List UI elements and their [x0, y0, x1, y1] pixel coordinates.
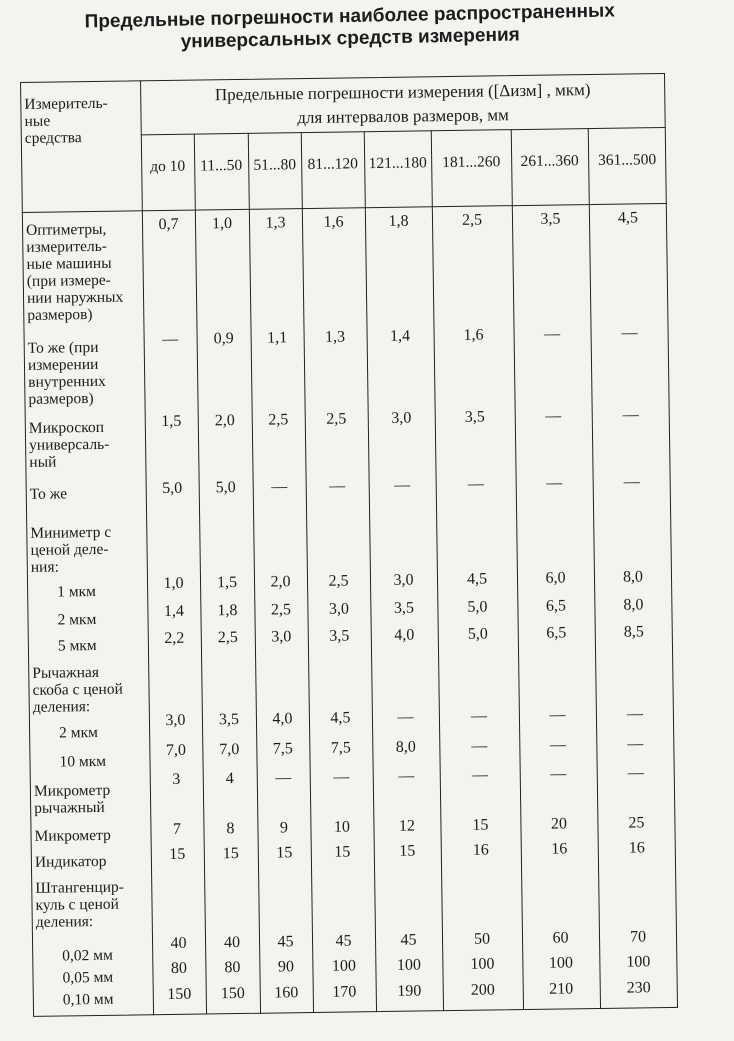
- table-cell: 100: [331, 957, 357, 975]
- table-cell: 16: [551, 840, 568, 858]
- table-cell: 9: [279, 819, 289, 837]
- row-label: 5 мкм: [57, 636, 97, 655]
- table-cell: 7,0: [219, 741, 240, 759]
- table-cell: —: [394, 476, 411, 494]
- table-cell: —: [271, 478, 288, 496]
- table-cell: 2,5: [328, 572, 349, 590]
- column-header: 181...260: [442, 153, 501, 172]
- row-label: 2 мкм: [59, 723, 99, 742]
- table-cell: 170: [332, 983, 357, 1001]
- table-cell: —: [467, 475, 484, 493]
- table-cell: 230: [626, 979, 651, 997]
- row-label: 1 мкм: [57, 582, 97, 601]
- table-cell: —: [162, 330, 179, 349]
- table-cell: 1,0: [211, 215, 233, 233]
- table-cell: 6,5: [546, 624, 567, 642]
- table-cell: 5,0: [467, 625, 488, 643]
- table-cell: 160: [274, 984, 299, 1002]
- row-label: Миниметр с ценой деле- ния:: [30, 523, 112, 576]
- table-cell: —: [275, 769, 292, 787]
- table-cell: 4,0: [394, 626, 415, 644]
- table-cell: 60: [552, 929, 569, 947]
- row-label: 0,05 мм: [62, 968, 114, 987]
- header-group-line-2: для интервалов размеров, мм: [297, 105, 509, 128]
- table-cell: 2,5: [326, 410, 347, 428]
- table-cell: 50: [473, 930, 491, 948]
- table-cell: 3,0: [165, 711, 186, 730]
- table-cell: —: [627, 764, 644, 782]
- table-cell: 25: [628, 814, 645, 832]
- table-cell: 8: [226, 820, 235, 838]
- table-cell: 100: [626, 953, 651, 971]
- column-header: 361...500: [597, 151, 657, 169]
- table-cell: 1,5: [216, 574, 238, 592]
- table-cell: 15: [276, 844, 293, 862]
- table-cell: 1,3: [265, 214, 286, 232]
- title-line-1: Предельные погрешности наиболее распространенных: [84, 0, 616, 33]
- table-cell: 15: [399, 842, 416, 860]
- table-cell: 1,4: [163, 602, 185, 621]
- table-cell: 1,5: [161, 412, 182, 431]
- header-instruments: Измеритель- ные средства: [24, 94, 108, 147]
- table-cell: 150: [220, 984, 245, 1003]
- table-cell: —: [549, 706, 566, 724]
- table-cell: 4: [225, 770, 234, 788]
- column-header: до 10: [150, 157, 186, 176]
- table-cell: 40: [170, 934, 187, 952]
- table-cell: —: [626, 705, 644, 723]
- table-cell: 1,3: [325, 328, 346, 346]
- table-cell: —: [549, 736, 566, 754]
- table-cell: —: [398, 767, 415, 785]
- table-cell: 8,0: [622, 568, 644, 586]
- table-cell: 1,4: [389, 327, 411, 345]
- table-cell: 5,0: [467, 598, 488, 616]
- table-cell: 2,0: [214, 412, 235, 430]
- table-cell: 16: [472, 841, 489, 859]
- table-cell: 2,2: [164, 629, 185, 648]
- table-cell: 45: [335, 932, 352, 950]
- row-label: Микрометр: [34, 826, 111, 845]
- column-header: 11...50: [200, 156, 243, 175]
- column-header: 261...360: [520, 152, 579, 171]
- row-label: Индикатор: [34, 852, 107, 871]
- table-cell: 45: [400, 931, 417, 949]
- row-label: 0,10 мм: [62, 990, 114, 1009]
- table-cell: 3,5: [329, 627, 350, 645]
- row-label: Оптиметры, измеритель- ные машины (при измере- нии наружных размеров): [25, 220, 124, 324]
- row-label: Штангенцир- куль с ценой деления:: [35, 878, 125, 931]
- table-cell: 4,5: [330, 709, 351, 727]
- table-cell: 3,5: [540, 210, 561, 228]
- row-label: 2 мкм: [57, 610, 97, 629]
- table-cell: 10: [333, 818, 351, 836]
- table-cell: —: [333, 768, 350, 786]
- table-cell: 7,5: [272, 740, 293, 758]
- row-label: Микрометр рычажный: [33, 781, 111, 817]
- table-cell: 1,6: [323, 213, 344, 231]
- table-cell: —: [621, 324, 638, 342]
- table-cell: 100: [396, 956, 422, 974]
- table-cell: 15: [472, 816, 489, 834]
- title-line-2: универсальных средств измерения: [180, 24, 520, 53]
- table-cell: 2,5: [270, 601, 292, 619]
- table-cell: —: [471, 766, 488, 784]
- table-cell: 5,0: [215, 479, 236, 497]
- table-cell: 7,0: [165, 741, 186, 760]
- table-cell: 2,5: [461, 211, 483, 229]
- table-cell: 3: [172, 770, 181, 788]
- table-cell: 2,5: [217, 629, 238, 647]
- table-cell: 4,5: [617, 209, 639, 227]
- table-cell: —: [546, 474, 563, 492]
- table-cell: 3,0: [328, 600, 350, 618]
- table-cell: —: [550, 765, 567, 783]
- row-label: То же (при измерении внутренних размеров): [27, 338, 106, 408]
- table-cell: 3,0: [271, 628, 292, 646]
- table-cell: 210: [549, 980, 574, 998]
- table-cell: 0,9: [213, 330, 234, 348]
- table-cell: 200: [470, 981, 495, 999]
- table-cell: 0,7: [158, 215, 179, 234]
- table-cell: —: [622, 406, 639, 424]
- table-cell: 3,0: [393, 571, 414, 589]
- table-cell: 100: [470, 955, 495, 973]
- table-cell: —: [397, 708, 414, 726]
- table-cell: 3,5: [218, 711, 240, 729]
- row-label: 0,02 мм: [62, 946, 113, 965]
- table-cell: 15: [169, 845, 186, 863]
- table-cell: 6,0: [545, 569, 566, 587]
- table-cell: —: [470, 707, 488, 725]
- table-cell: —: [471, 737, 488, 755]
- table-cell: 1,8: [217, 602, 238, 620]
- table-cell: —: [545, 407, 562, 425]
- table-cell: 12: [398, 817, 416, 835]
- table-cell: 1,6: [463, 326, 484, 344]
- table-cell: 16: [628, 839, 645, 857]
- table-cell: 7,5: [330, 739, 351, 757]
- table-cell: 3,0: [391, 409, 412, 427]
- table-cell: 1,8: [388, 212, 409, 230]
- header-group-line-1: Предельные погрешности измерения ([Δизм] , мкм): [214, 80, 591, 105]
- table-cell: 3,5: [393, 599, 415, 617]
- row-label: То же: [29, 485, 68, 503]
- table-cell: 45: [277, 933, 294, 951]
- table-cell: 80: [170, 959, 188, 977]
- row-label: Рычажная скоба с ценой деления:: [32, 663, 123, 716]
- column-header: 51...80: [253, 156, 297, 174]
- table-cell: —: [329, 477, 346, 495]
- table-cell: 1,0: [163, 574, 184, 593]
- row-label: 10 мкм: [59, 752, 107, 771]
- table-cell: 7: [172, 820, 182, 838]
- table-cell: —: [627, 735, 644, 753]
- column-header: 121...180: [368, 154, 427, 173]
- table-cell: 15: [334, 843, 351, 861]
- table-cell: 100: [548, 954, 573, 972]
- table-cell: 80: [224, 959, 241, 977]
- table-cell: 6,5: [545, 597, 567, 615]
- table-title: [60, 0, 641, 56]
- row-label: Микроскоп универсаль- ный: [28, 418, 110, 471]
- table-cell: 2,5: [268, 411, 289, 429]
- table-cell: 190: [397, 982, 422, 1000]
- table-cell: 90: [277, 958, 295, 976]
- table-cell: —: [623, 473, 640, 491]
- table-cell: 4,5: [466, 570, 488, 588]
- table-cell: —: [543, 325, 561, 343]
- table-cell: 20: [550, 815, 568, 833]
- table-cell: 3,5: [464, 408, 485, 426]
- table-cell: 5,0: [162, 479, 183, 498]
- table-cell: 40: [223, 934, 241, 952]
- table-cell: 2,0: [270, 573, 291, 591]
- table-cell: 8,5: [623, 623, 644, 641]
- table-cell: 1,1: [267, 329, 288, 347]
- table-cell: 8,0: [395, 738, 416, 756]
- column-header: 81...120: [307, 155, 359, 173]
- table-cell: 4,0: [272, 710, 293, 728]
- table-cell: 150: [167, 985, 192, 1004]
- table-cell: 15: [222, 845, 239, 863]
- table-cell: 70: [629, 928, 647, 946]
- table-cell: 8,0: [623, 596, 644, 614]
